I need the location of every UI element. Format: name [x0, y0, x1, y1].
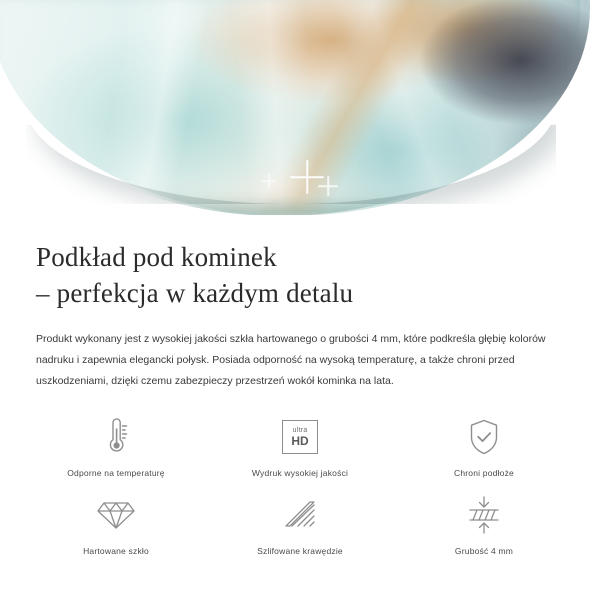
feature-item: [24, 492, 208, 556]
ultra-hd-top-label: ultra: [292, 427, 308, 435]
feature-item: [24, 414, 208, 478]
content-block: [0, 215, 600, 392]
feature-label: Grubość 4 mm: [454, 546, 514, 557]
feature-item: [208, 414, 392, 478]
body-paragraph: Produkt wykonany jest z wysokiej jakości szkła hartowanego o grubości 4 mm, które podkreśla głębię kolorów nadruku i zapewnia elegancki połysk. Posiada odporność na wysoką temperaturę, a także chroni przed uszkodzeniami, dzięki czemu zabezpieczy przestrzeń wokół kominka na lata.: [36, 333, 546, 388]
polished-edges-icon: [280, 492, 320, 538]
feature-label: Chroni podłoże: [454, 468, 514, 479]
headline-line-1: Podkład pod kominek: [36, 242, 277, 272]
feature-item: [392, 492, 576, 556]
thickness-icon: [464, 492, 504, 538]
diamond-icon: [96, 492, 136, 538]
headline-line-2: – perfekcja w każdym detalu: [36, 278, 354, 309]
ultra-hd-bottom-label: HD: [291, 434, 309, 449]
feature-label: Odporne na temperaturę: [67, 468, 165, 479]
shield-check-icon: [465, 414, 503, 460]
feature-label: Wydruk wysokiej jakości: [251, 468, 349, 479]
ultra-hd-icon: [282, 414, 318, 460]
thermometer-icon: [99, 414, 133, 460]
hero-image: [0, 0, 600, 215]
feature-item: [208, 492, 392, 556]
feature-item: [392, 414, 576, 478]
feature-label: Hartowane szkło: [83, 546, 149, 557]
page-title: [36, 239, 564, 311]
feature-grid: [0, 414, 600, 556]
hero-streaks-overlay: [0, 0, 600, 215]
feature-label: Szlifowane krawędzie: [257, 546, 343, 557]
